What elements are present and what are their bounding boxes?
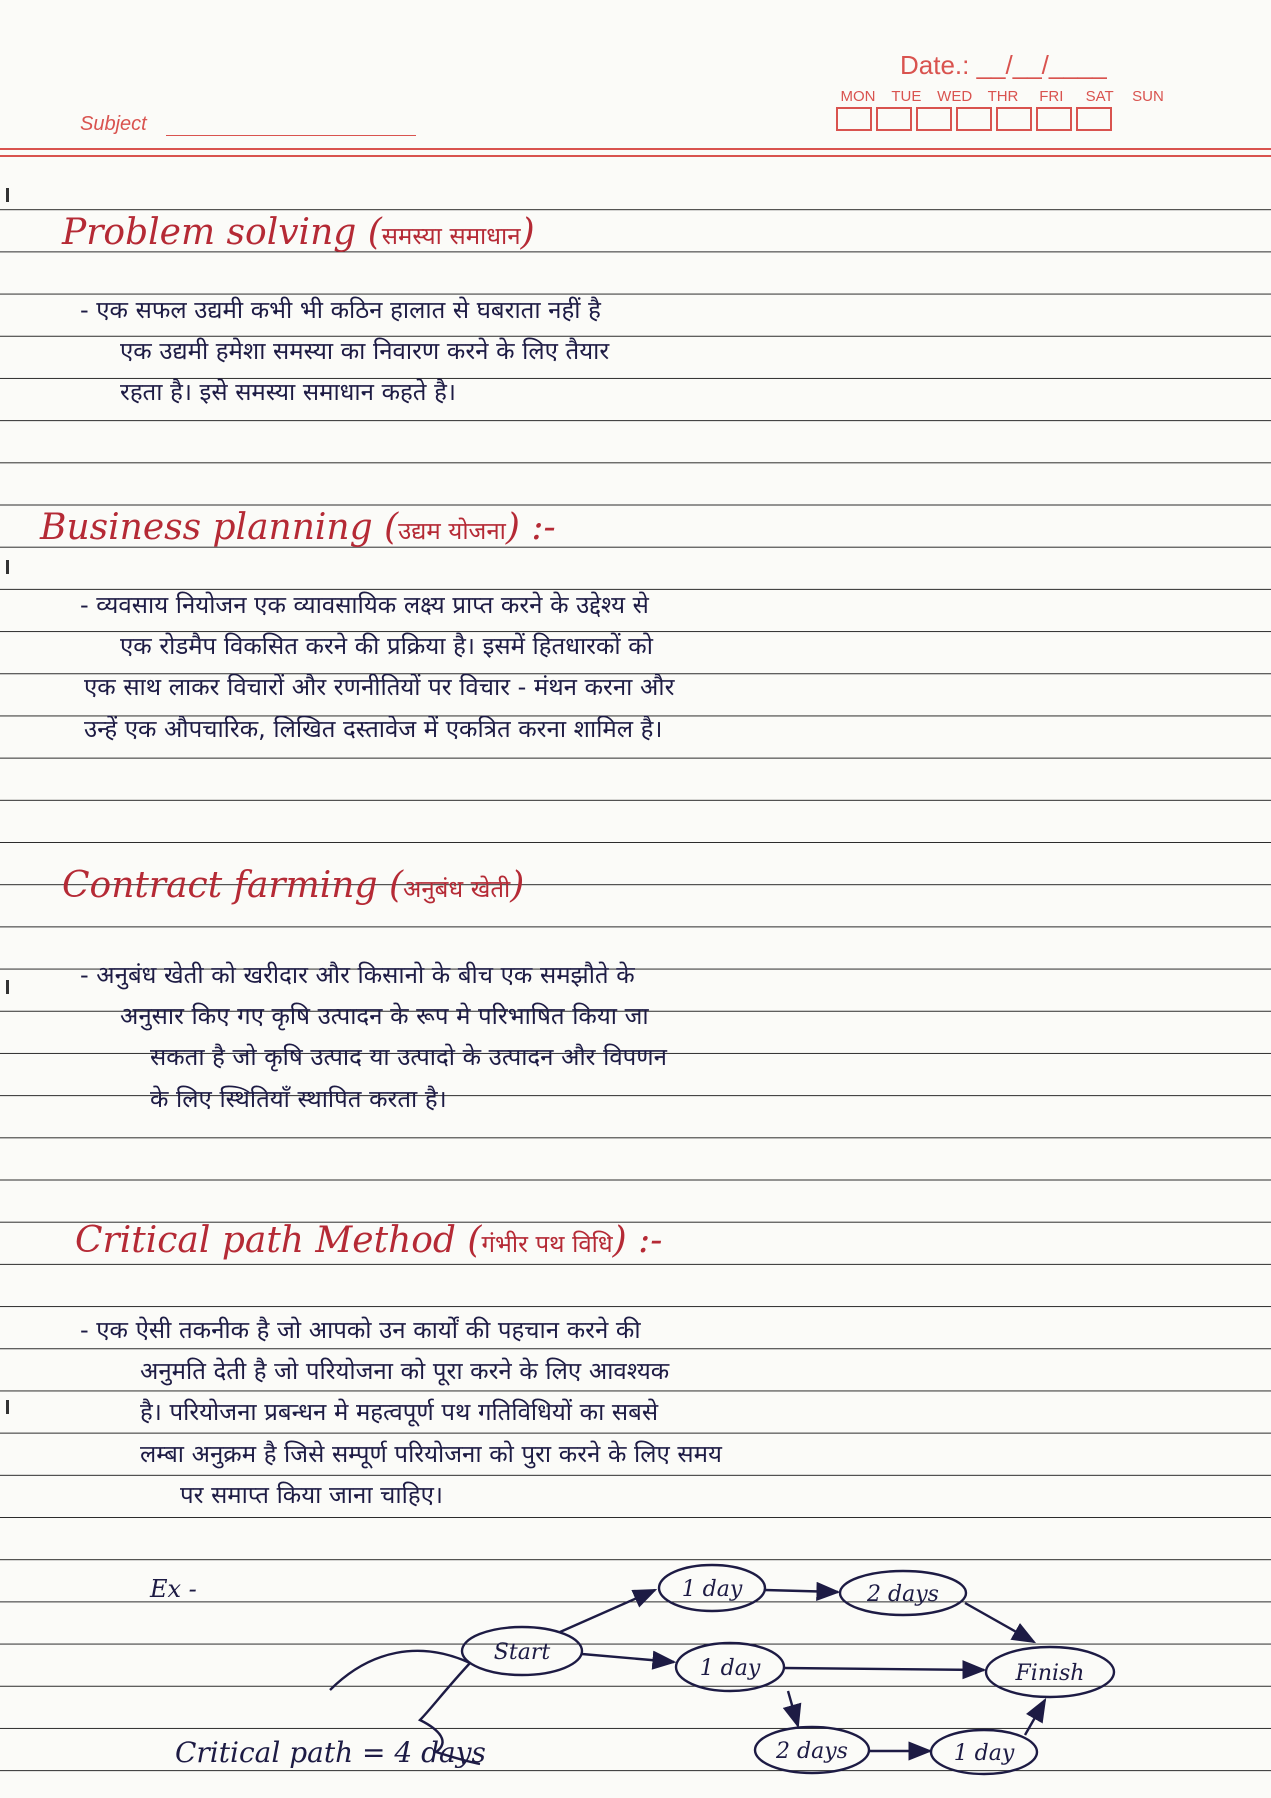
text-line: अनुसार किए गए कृषि उत्पादन के रूप मे परिभाषित किया जा xyxy=(120,1002,649,1031)
text-line: रहता है। इसे समस्या समाधान कहते है। xyxy=(120,378,456,407)
day-sat: SAT xyxy=(1085,88,1114,105)
subject-label: Subject xyxy=(80,113,147,135)
edge-mid-finish xyxy=(784,1668,984,1670)
text-line: अनुमति देती है जो परियोजना को पूरा करने के लिए आवश्यक xyxy=(140,1357,670,1386)
node-label-start: Start xyxy=(493,1640,551,1665)
heading-business-planning: Business planning (उद्यम योजना) :- xyxy=(40,507,556,548)
node-label-top2: 2 days xyxy=(867,1582,939,1607)
heading-suffix: :- xyxy=(531,507,556,548)
node-label-bot2: 1 day xyxy=(953,1741,1015,1766)
example-label: Ex - xyxy=(150,1575,197,1603)
text-line: - एक ऐसी तकनीक है जो आपको उन कार्यों की पहचान करने की xyxy=(80,1316,641,1344)
heading-suffix: :- xyxy=(638,1220,663,1261)
text-line: एक उद्यमी हमेशा समस्या का निवारण करने के लिए तैयार xyxy=(120,337,610,366)
heading-hindi: अनुबंध खेती xyxy=(403,875,511,903)
day-tue: TUE xyxy=(891,88,922,105)
day-mon: MON xyxy=(840,88,876,105)
text-line: के लिए स्थितियाँ स्थापित करता है। xyxy=(150,1084,447,1113)
edge-top1-top2 xyxy=(765,1590,838,1592)
date-label: Date.: __/__/____ xyxy=(900,50,1107,80)
text-line: - एक सफल उद्यमी कभी भी कठिन हालात से घबराता नहीं है xyxy=(80,296,601,324)
critical-path-note: Critical path = 4 days xyxy=(175,1736,486,1769)
text-line: सकता है जो कृषि उत्पाद या उत्पादो के उत्पादन और विपणन xyxy=(150,1043,667,1072)
heading-title: Critical path Method xyxy=(75,1220,456,1261)
text-line: एक रोडमैप विकसित करने की प्रक्रिया है। इसमें हितधारकों को xyxy=(120,632,653,661)
heading-hindi: गंभीर पथ विधि xyxy=(481,1230,613,1258)
day-fri: FRI xyxy=(1039,88,1064,105)
heading-hindi: उद्यम योजना xyxy=(398,517,506,545)
text-line: - अनुबंध खेती को खरीदार और किसानो के बीच एक समझौते के xyxy=(80,961,635,989)
edge-start-top1 xyxy=(560,1590,655,1632)
heading-problem-solving: Problem solving (समस्या समाधान) xyxy=(62,212,535,253)
heading-hindi: समस्या समाधान xyxy=(381,222,521,250)
day-sun: SUN xyxy=(1132,88,1164,105)
node-label-top1: 1 day xyxy=(681,1577,743,1602)
edge-mid-bot1 xyxy=(788,1691,798,1726)
heading-title: Problem solving xyxy=(62,212,357,253)
text-line: उन्हें एक औपचारिक, लिखित दस्तावेज में एकत्रित करना शामिल है। xyxy=(84,714,663,743)
edge-bot2-finish xyxy=(1025,1700,1045,1735)
text-line: - व्यवसाय नियोजन एक व्यावसायिक लक्ष्य प्राप्त करने के उद्देश्य से xyxy=(80,591,649,619)
edge-start-mid xyxy=(582,1654,674,1662)
heading-critical-path-method: Critical path Method (गंभीर पथ विधि) :- xyxy=(75,1220,663,1261)
node-label-mid: 1 day xyxy=(699,1656,761,1681)
heading-contract-farming: Contract farming (अनुबंध खेती) xyxy=(62,865,525,906)
node-label-bot1: 2 days xyxy=(776,1739,848,1764)
heading-title: Contract farming xyxy=(62,865,378,906)
node-label-finish: Finish xyxy=(1015,1661,1085,1686)
text-line: लम्बा अनुक्रम है जिसे सम्पूर्ण परियोजना को पुरा करने के लिए समय xyxy=(140,1439,722,1468)
day-thr: THR xyxy=(987,88,1019,105)
heading-title: Business planning xyxy=(40,507,373,548)
text-line: एक साथ लाकर विचारों और रणनीतियों पर विचार - मंथन करना और xyxy=(84,673,675,702)
edge-top2-finish xyxy=(965,1603,1034,1642)
day-wed: WED xyxy=(937,88,973,105)
text-line: है। परियोजना प्रबन्धन मे महत्वपूर्ण पथ गतिविधियों का सबसे xyxy=(140,1398,659,1427)
text-line: पर समाप्त किया जाना चाहिए। xyxy=(180,1480,443,1509)
path-brace-curl xyxy=(330,1651,470,1690)
